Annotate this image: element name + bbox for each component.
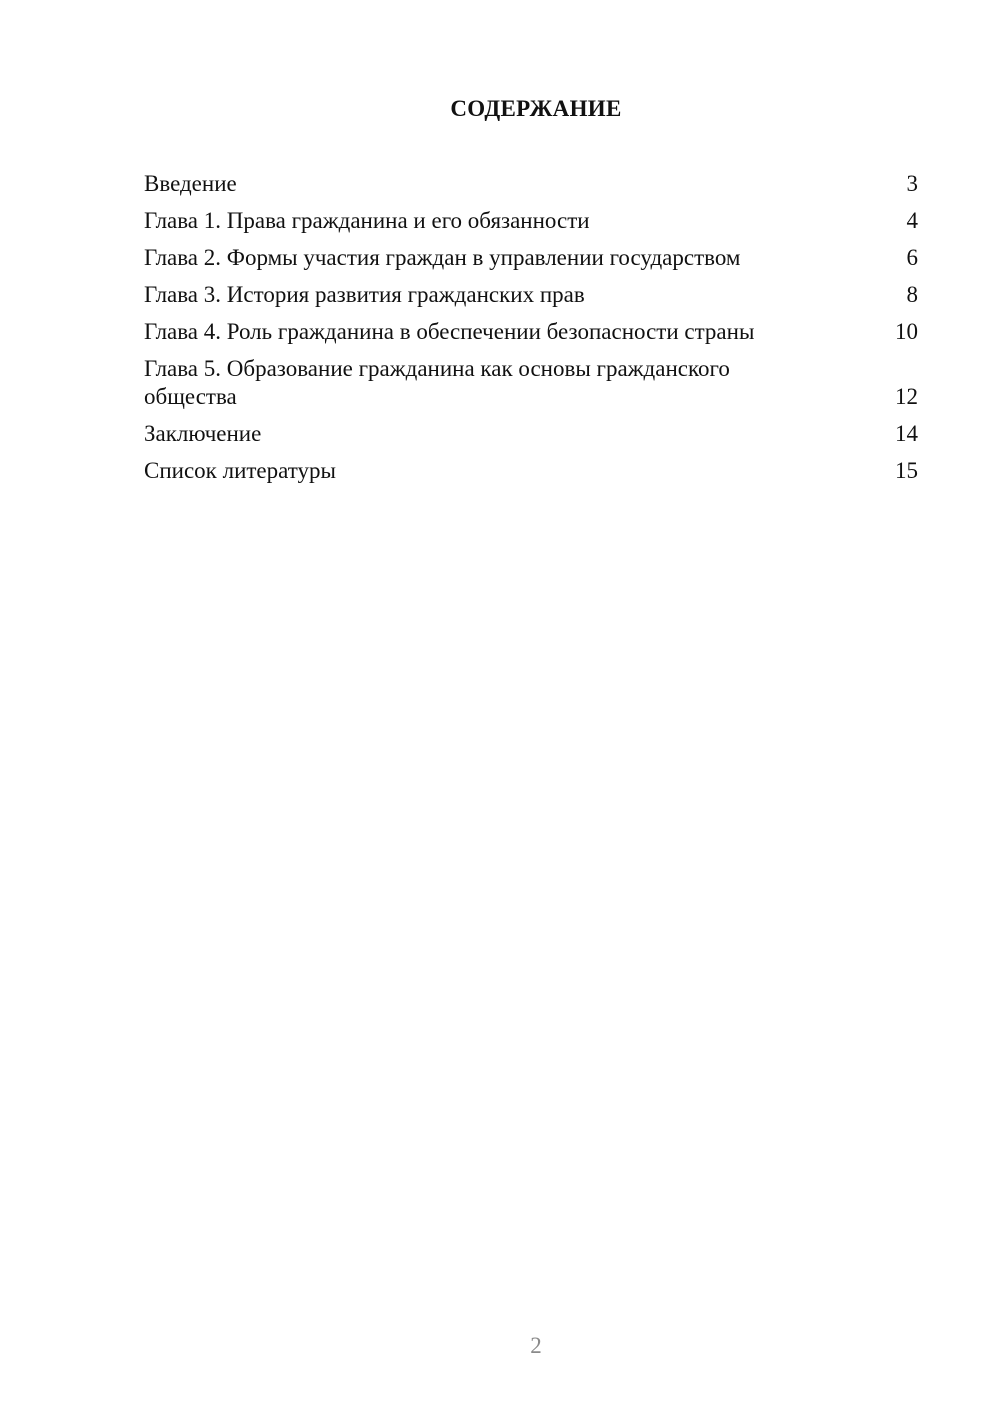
table-of-contents (144, 170, 918, 494)
toc-entry-text: Заключение (144, 421, 262, 446)
toc-entry-text: Глава 5. Образование гражданина как основы гражданского общества (144, 356, 730, 409)
toc-entry-page: 3 (906, 171, 918, 196)
toc-entry-text: Глава 4. Роль гражданина в обеспечении безопасности страны (144, 319, 755, 344)
toc-entry-page: 10 (895, 319, 918, 344)
toc-entry-page: 15 (895, 458, 918, 483)
toc-entry-chapter-1[interactable] (144, 207, 918, 235)
toc-entry-chapter-5[interactable] (144, 355, 918, 411)
toc-entry-page: 8 (906, 282, 918, 307)
toc-entry-chapter-4[interactable] (144, 318, 918, 346)
toc-entry-text: Глава 2. Формы участия граждан в управлении государством (144, 245, 741, 270)
toc-entry-text: Введение (144, 171, 237, 196)
toc-entry-page: 4 (906, 208, 918, 233)
toc-entry-page: 6 (906, 245, 918, 270)
toc-entry-conclusion[interactable] (144, 420, 918, 448)
toc-entry-page: 12 (895, 384, 918, 409)
toc-entry-chapter-3[interactable] (144, 281, 918, 309)
toc-entry-introduction[interactable] (144, 170, 918, 198)
toc-entry-page: 14 (895, 421, 918, 446)
page-number: 2 (530, 1333, 542, 1358)
page-title: СОДЕРЖАНИЕ (450, 96, 622, 121)
toc-entry-text: Список литературы (144, 458, 336, 483)
toc-entry-text: Глава 3. История развития гражданских прав (144, 282, 585, 307)
toc-entry-bibliography[interactable] (144, 457, 918, 485)
toc-entry-text: Глава 1. Права гражданина и его обязанности (144, 208, 590, 233)
toc-entry-chapter-2[interactable] (144, 244, 918, 272)
